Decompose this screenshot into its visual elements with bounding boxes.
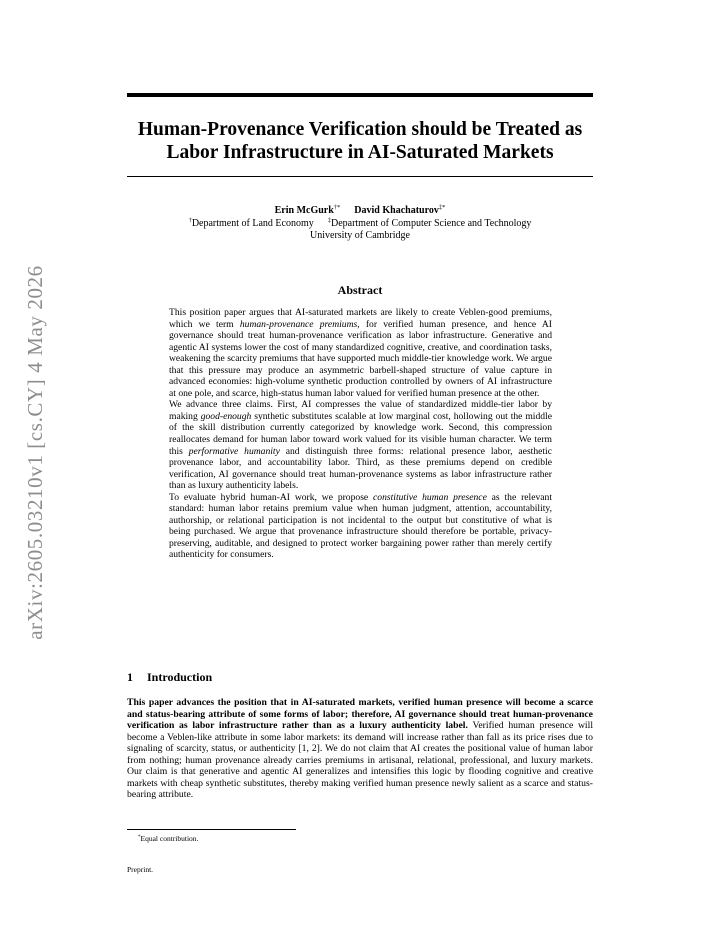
footnote-mark: * xyxy=(138,835,141,840)
paper-title xyxy=(110,118,610,164)
position-statement: This paper advances the position that in AI-saturated markets, verified human presence will become a scarce and status-bearing attribute of some forms of labor; therefore, AI governance should treat human-provenance verification as labor infrastructure rather than as a luxury authenticity label. xyxy=(127,697,593,732)
title-top-rule xyxy=(127,93,593,97)
affiliation-1-mark: † xyxy=(188,216,192,224)
arxiv-identifier-text: arXiv:2605.03210v1 [cs.CY] 4 May 2026 xyxy=(22,264,47,640)
abstract-p2-emphasis-1: good-enough xyxy=(200,410,252,422)
section-title: Introduction xyxy=(147,670,213,684)
affiliation-2-mark: ‡ xyxy=(327,216,331,224)
preprint-label: Preprint. xyxy=(127,865,154,874)
author-2-marks: ‡* xyxy=(438,204,446,211)
abstract-p2-text-b: synthetic substitutes scalable at low marginal cost, hollowing out the middle of the skill distribution currently categorized by knowledge work. Second, this compression reallocates demand for human labor toward work valued for its visible human character. We term this xyxy=(169,410,552,457)
author-2: David Khachaturov xyxy=(354,205,439,216)
author-block xyxy=(110,205,610,243)
introduction-paragraph xyxy=(127,697,593,801)
affiliation-1: Department of Land Economy xyxy=(191,217,314,229)
abstract-paragraph-2 xyxy=(169,399,552,491)
abstract-p1-text-a: This position paper argues that AI-saturated markets are likely to create Veblen-good premiums, which we term xyxy=(169,307,552,330)
abstract-paragraph-3 xyxy=(169,492,552,561)
introduction-body xyxy=(127,697,593,801)
section-heading-introduction xyxy=(127,670,212,685)
title-line-2: Labor Infrastructure in AI-Saturated Markets xyxy=(166,142,554,163)
footnote-text: Equal contribution. xyxy=(140,834,199,843)
university: University of Cambridge xyxy=(310,230,410,241)
title-line-1: Human-Provenance Verification should be Treated as xyxy=(137,119,583,140)
affiliation-2: Department of Computer Science and Technology xyxy=(330,217,532,229)
abstract-p3-emphasis: constitutive human presence xyxy=(373,491,487,503)
author-names xyxy=(110,205,610,218)
abstract-p1-text-b: , for verified human presence, and hence AI governance should treat human-provenance verification as labor infrastructure. Generative and agentic AI systems lower the cost of many standardized cognitive, creative, and coordination tasks, weakening the scarcity premiums that have supported much middle-tier knowledge work. We argue that this pressure may produce an asymmetric barbell-shaped structure of value capture in advanced economies: high-volume synthetic production controlled by owners of AI infrastructure at one pole, and scarce, high-status human labor valued for verified human presence at the other. xyxy=(169,318,552,399)
section-number: 1 xyxy=(127,670,133,684)
abstract-p2-text-c: and distinguish three forms: relational presence labor, aesthetic provenance labor, and accountability labor. Third, as these premiums depend on credible verification, AI governance should treat human-provenance systems as labor infrastructure rather than as luxury authenticity labels. xyxy=(169,445,552,492)
abstract-p2-emphasis-2: performative humanity xyxy=(188,445,280,457)
author-1-marks: †* xyxy=(333,204,341,211)
introduction-text: Verified human presence will become a Veblen-like attribute in some labor markets: its demand will increase rather than fall as its price rises due to signaling of scarcity, status, or authenticity [1, 2]. We do not claim that AI creates the positional value of human labor from nothing; human provenance already carries premiums in artisanal, relational, professional, and luxury markets. Our claim is that generative and agentic AI generalizes and intensifies this logic by flooding cognitive and creative markets with cheap synthetic substitutes, thereby making verified human presence newly salient as a scarce and status-bearing attribute. xyxy=(127,720,594,801)
title-bottom-rule xyxy=(127,176,593,177)
footnote xyxy=(138,834,198,843)
footnote-rule xyxy=(127,829,296,830)
abstract-p2-text-a: We advance three claims. First, AI compresses the value of standardized middle-tier labor by making xyxy=(169,399,552,422)
abstract-p1-emphasis: human-provenance premiums xyxy=(239,318,358,330)
abstract-heading: Abstract xyxy=(337,283,383,297)
abstract-paragraph-1 xyxy=(169,307,552,399)
author-1: Erin McGurk xyxy=(274,205,334,216)
abstract-p3-text-a: To evaluate hybrid human-AI work, we propose xyxy=(169,491,374,503)
abstract-body xyxy=(169,307,552,561)
abstract-p3-text-b: as the relevant standard: human labor retains premium value when human judgment, attention, accountability, authorship, or relational participation is not incidental to the output but constitutive of what is being purchased. We argue that provenance infrastructure should therefore be portable, privacy-preserving, auditable, and designed to protect worker bargaining power rather than merely certify authenticity for consumers. xyxy=(169,491,552,561)
arxiv-identifier xyxy=(18,262,52,642)
affiliations xyxy=(110,218,610,231)
